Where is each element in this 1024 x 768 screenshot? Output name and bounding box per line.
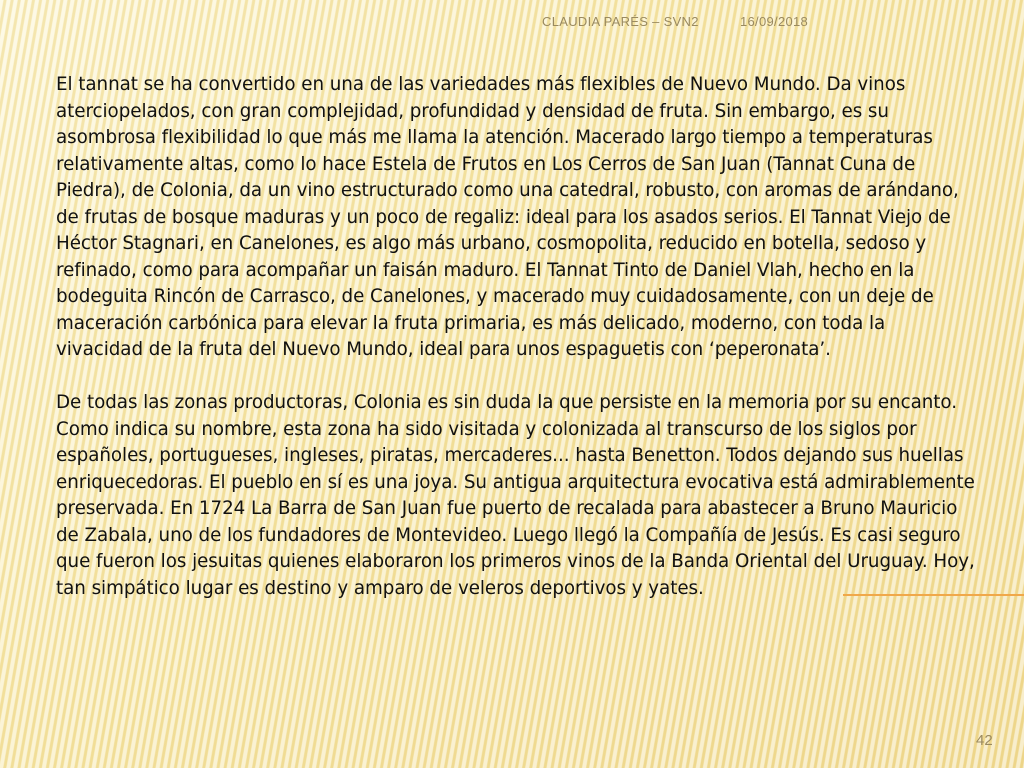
slide-body	[56, 72, 976, 602]
header-author: CLAUDIA PARÉS – SVN2	[542, 14, 699, 29]
page-number: 42	[976, 732, 993, 749]
paragraph-tannat: El tannat se ha convertido en una de las variedades más flexibles de Nuevo Mundo. Da vinos aterciopelados, con gran complejidad, profundidad y densidad de fruta. Sin embargo, es su asombrosa flexibilidad lo que más me llama la atención. Macerado largo tiempo a temperaturas relativamente altas, como lo hace Estela de Frutos en Los Cerros de San Juan (Tannat Cuna de Piedra), de Colonia, da un vino estructurado como una catedral, robusto, con aromas de arándano, de frutas de bosque maduras y un poco de regaliz: ideal para los asados serios. El Tannat Viejo de Héctor Stagnari, en Canelones, es algo más urbano, cosmopolita, reducido en botella, sedoso y refinado, como para acompañar un faisán maduro. El Tannat Tinto de Daniel Vlah, hecho en la bodeguita Rincón de Carrasco, de Canelones, y macerado muy cuidadosamente, con un deje de maceración carbónica para elevar la fruta primaria, es más delicado, moderno, con toda la vivacidad de la fruta del Nuevo Mundo, ideal para unos espaguetis con ‘peperonata’.	[56, 74, 959, 360]
paragraph-colonia: De todas las zonas productoras, Colonia es sin duda la que persiste en la memoria por su encanto. Como indica su nombre, esta zona ha sido visitada y colonizada al transcurso de los siglos por españoles, portugueses, ingleses, piratas, mercaderes... hasta Benetton. Todos dejando sus huellas enriquecedoras. El pueblo en sí es una joya. Su antigua arquitectura evocativa está admirablemente preservada. En 1724 La Barra de San Juan fue puerto de recalada para abastecer a Bruno Mauricio de Zabala, uno de los fundadores de Montevideo. Luego llegó la Compañía de Jesús. Es casi seguro que fueron los jesuitas quienes elaboraron los primeros vinos de la Banda Oriental del Uruguay. Hoy, tan simpático lugar es destino y amparo de veleros deportivos y yates.	[56, 392, 975, 599]
header-date: 16/09/2018	[740, 14, 809, 29]
